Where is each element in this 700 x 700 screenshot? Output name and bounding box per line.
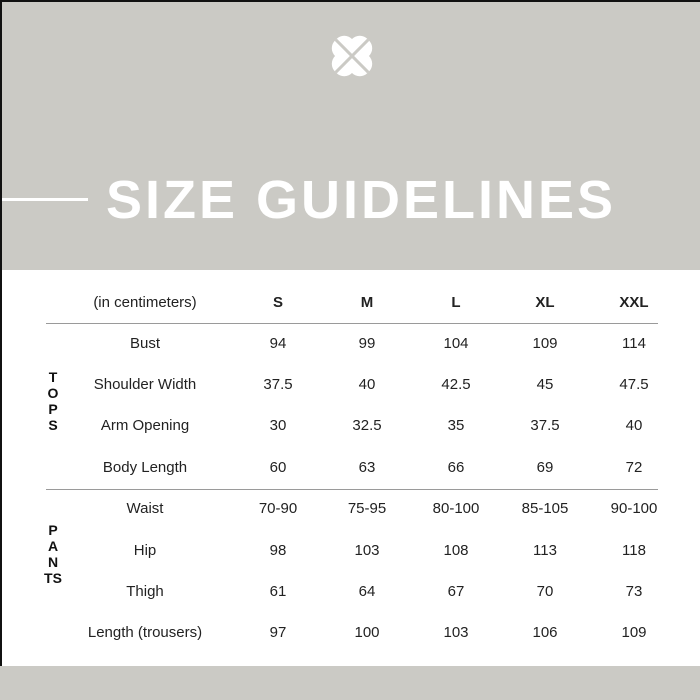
row-label: Bust xyxy=(129,335,160,352)
table-cell: 118 xyxy=(622,542,646,559)
row-label: Arm Opening xyxy=(100,417,190,434)
table-cell: 85-105 xyxy=(521,500,569,517)
title-decorative-line xyxy=(0,198,88,201)
section-divider xyxy=(46,489,658,490)
frame-border-top xyxy=(0,0,700,2)
table-cell: 69 xyxy=(536,459,554,476)
size-header-l: L xyxy=(451,294,461,311)
row-label: Hip xyxy=(133,542,157,559)
table-cell: 109 xyxy=(532,335,558,352)
table-cell: 47.5 xyxy=(619,376,649,393)
table-cell: 97 xyxy=(269,624,287,641)
table-cell: 94 xyxy=(269,335,287,352)
table-cell: 66 xyxy=(447,459,465,476)
table-cell: 103 xyxy=(443,624,469,641)
group-label-tops: TOPS xyxy=(47,369,59,433)
table-cell: 45 xyxy=(536,376,554,393)
table-cell: 42.5 xyxy=(441,376,471,393)
table-cell: 63 xyxy=(358,459,376,476)
table-cell: 67 xyxy=(447,583,465,600)
size-header-xxl: XXL xyxy=(619,294,649,311)
table-cell: 60 xyxy=(269,459,287,476)
footer-band xyxy=(0,666,700,700)
frame-border-left xyxy=(0,0,2,700)
table-cell: 70 xyxy=(536,583,554,600)
brand-logo-icon xyxy=(328,32,376,80)
table-cell: 70-90 xyxy=(258,500,298,517)
row-label: Shoulder Width xyxy=(93,376,197,393)
size-header-xl: XL xyxy=(535,294,555,311)
row-label: Length (trousers) xyxy=(87,624,203,641)
header-banner xyxy=(0,0,700,270)
table-cell: 108 xyxy=(443,542,469,559)
table-cell: 40 xyxy=(358,376,376,393)
table-cell: 30 xyxy=(269,417,287,434)
table-cell: 106 xyxy=(532,624,558,641)
unit-note: (in centimeters) xyxy=(93,294,197,311)
size-header-m: M xyxy=(360,294,374,311)
table-cell: 100 xyxy=(354,624,380,641)
table-cell: 113 xyxy=(533,542,557,559)
table-cell: 40 xyxy=(625,417,643,434)
table-cell: 98 xyxy=(269,542,287,559)
table-cell: 103 xyxy=(354,542,380,559)
row-label: Waist xyxy=(126,500,164,517)
table-cell: 37.5 xyxy=(263,376,293,393)
table-cell: 64 xyxy=(358,583,376,600)
section-divider xyxy=(46,323,658,324)
table-cell: 90-100 xyxy=(610,500,658,517)
table-cell: 114 xyxy=(622,335,646,352)
row-label: Thigh xyxy=(126,583,164,600)
size-header-s: S xyxy=(272,294,283,311)
page-title: SIZE GUIDELINES xyxy=(106,170,617,230)
table-cell: 109 xyxy=(621,624,647,641)
table-cell: 72 xyxy=(625,459,643,476)
table-cell: 75-95 xyxy=(347,500,387,517)
table-cell: 80-100 xyxy=(432,500,480,517)
table-cell: 32.5 xyxy=(352,417,382,434)
table-cell: 99 xyxy=(358,335,376,352)
row-label: Body Length xyxy=(102,459,188,476)
table-cell: 61 xyxy=(269,583,287,600)
table-cell: 35 xyxy=(447,417,465,434)
table-cell: 73 xyxy=(625,583,643,600)
table-cell: 37.5 xyxy=(530,417,560,434)
table-cell: 104 xyxy=(443,335,469,352)
group-label-pants: PANTS xyxy=(44,522,62,586)
